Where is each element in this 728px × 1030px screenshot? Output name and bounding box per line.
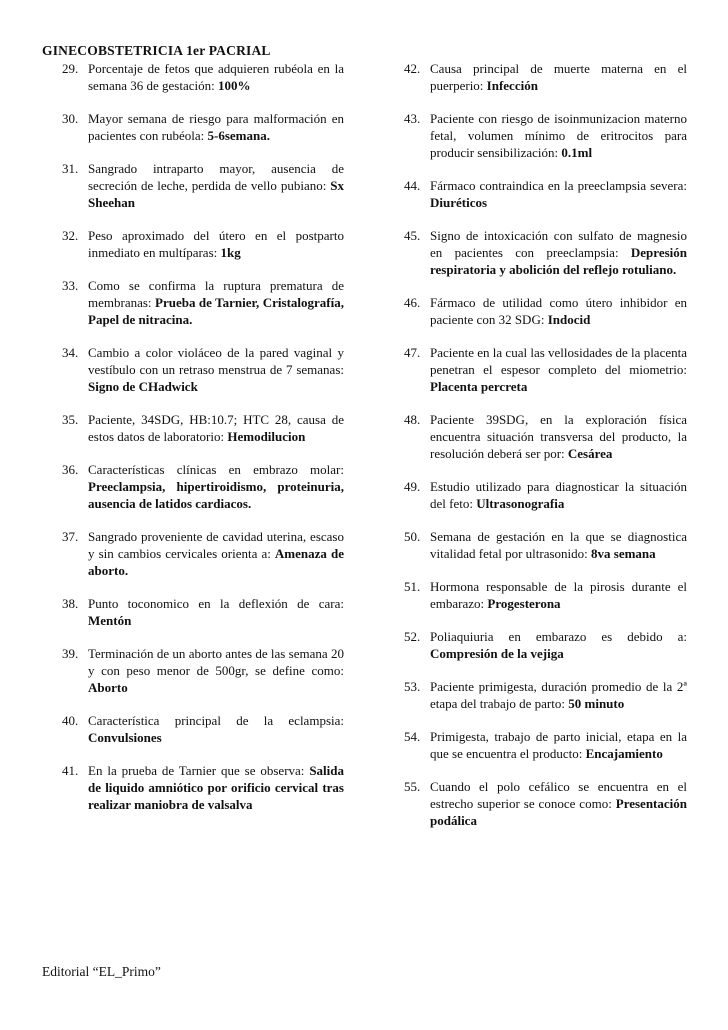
question-number: 44.: [404, 178, 421, 193]
question-body: [88, 528, 344, 579]
question-text: Estudio utilizado para diagnosticar la situación del feto:: [430, 479, 687, 511]
question-item: [62, 411, 344, 445]
question-body: [430, 177, 687, 211]
question-item: [404, 110, 687, 161]
question-number: 41.: [62, 763, 79, 778]
question-text: En la prueba de Tarnier que se observa:: [88, 763, 310, 778]
answer-text: Progesterona: [487, 596, 561, 611]
question-number: 40.: [62, 713, 79, 728]
question-number: 53.: [404, 679, 421, 694]
answer-text: Cesárea: [567, 446, 613, 461]
question-text: Como se confirma la ruptura prematura de membranas:: [88, 278, 344, 310]
question-body: [430, 60, 687, 94]
question-body: [430, 728, 687, 762]
answer-text: Prueba de Tarnier, Cristalografía, Papel de nitracina.: [88, 295, 344, 327]
question-number: 54.: [404, 729, 421, 744]
question-text: Paciente en la cual las vellosidades de la placenta penetran el espesor completo del miometrio:: [430, 345, 687, 377]
question-body: [88, 60, 344, 94]
question-item: [62, 645, 344, 696]
question-text: Fármaco contraindica en la preeclampsia severa:: [430, 178, 687, 193]
answer-text: Hemodilucion: [227, 429, 306, 444]
answer-text: Mentón: [88, 613, 132, 628]
question-number: 37.: [62, 529, 79, 544]
question-number: 38.: [62, 596, 79, 611]
question-item: [404, 294, 687, 328]
question-item: [404, 60, 687, 94]
question-item: [62, 160, 344, 211]
question-item: [62, 461, 344, 512]
answer-text: 5-6semana.: [207, 128, 270, 143]
answer-text: 0.1ml: [561, 145, 593, 160]
question-number: 29.: [62, 61, 79, 76]
answer-text: Indocid: [547, 312, 591, 327]
question-body: [88, 110, 344, 144]
answer-text: Convulsiones: [88, 730, 162, 745]
answer-text: Compresión de la vejiga: [430, 646, 564, 661]
question-body: [88, 762, 344, 813]
question-body: [430, 227, 687, 278]
question-number: 47.: [404, 345, 421, 360]
question-number: 52.: [404, 629, 421, 644]
answer-text: Encajamiento: [585, 746, 663, 761]
question-text: Cuando el polo cefálico se encuentra en el estrecho superior se conoce como:: [430, 779, 687, 811]
question-body: [88, 411, 344, 445]
question-number: 39.: [62, 646, 79, 661]
question-body: [88, 277, 344, 328]
answer-text: Ultrasonografia: [476, 496, 565, 511]
answer-text: Salida de liquido amniótico por orificio cervical tras realizar maniobra de valsalva: [88, 763, 344, 812]
question-body: [88, 344, 344, 395]
question-text: Punto toconomico en la deflexión de cara:: [88, 596, 344, 611]
question-body: [88, 160, 344, 211]
question-body: [88, 461, 344, 512]
question-text: Fármaco de utilidad como útero inhibidor en paciente con 32 SDG:: [430, 295, 687, 327]
question-text: Característica principal de la eclampsia:: [88, 713, 344, 728]
answer-text: Signo de CHadwick: [88, 379, 198, 394]
question-item: [404, 528, 687, 562]
page-title: GINECOBSTETRICIA 1er PACRIAL: [42, 43, 271, 58]
question-number: 33.: [62, 278, 79, 293]
question-body: [430, 528, 687, 562]
question-number: 34.: [62, 345, 79, 360]
question-item: [404, 778, 687, 829]
answer-text: Infección: [486, 78, 538, 93]
answer-text: Presentación podálica: [430, 796, 687, 828]
question-number: 45.: [404, 228, 421, 243]
question-number: 30.: [62, 111, 79, 126]
question-item: [404, 177, 687, 211]
question-item: [404, 411, 687, 462]
question-item: [62, 110, 344, 144]
question-number: 35.: [62, 412, 79, 427]
question-text: Semana de gestación en la que se diagnostica vitalidad fetal por ultrasonido:: [430, 529, 687, 561]
answer-text: Aborto: [88, 680, 128, 695]
answer-text: Placenta percreta: [430, 379, 528, 394]
answer-text: Diuréticos: [430, 195, 488, 210]
right-column: [404, 60, 687, 845]
question-body: [430, 478, 687, 512]
question-body: [430, 628, 687, 662]
question-number: 51.: [404, 579, 421, 594]
question-item: [62, 277, 344, 328]
question-text: Paciente, 34SDG, HB:10.7; HTC 28, causa de estos datos de laboratorio:: [88, 412, 344, 444]
question-item: [404, 578, 687, 612]
question-number: 49.: [404, 479, 421, 494]
question-item: [62, 528, 344, 579]
question-item: [62, 344, 344, 395]
question-item: [404, 227, 687, 278]
question-text: Peso aproximado del útero en el postparto inmediato en multíparas:: [88, 228, 344, 260]
question-body: [430, 110, 687, 161]
question-text: Porcentaje de fetos que adquieren rubéola en la semana 36 de gestación:: [88, 61, 344, 93]
question-item: [404, 344, 687, 395]
question-text: Poliaquiuria en embarazo es debido a:: [430, 629, 687, 644]
question-item: [404, 678, 687, 712]
answer-text: Amenaza de aborto.: [88, 546, 344, 578]
question-body: [88, 712, 344, 746]
answer-text: 100%: [217, 78, 251, 93]
question-item: [62, 712, 344, 746]
question-number: 32.: [62, 228, 79, 243]
question-item: [404, 728, 687, 762]
question-text: Terminación de un aborto antes de las semana 20 y con peso menor de 500gr, se define como:: [88, 646, 344, 678]
answer-text: 1kg: [220, 245, 241, 260]
answer-text: 8va semana: [591, 546, 656, 561]
question-item: [62, 60, 344, 94]
question-body: [430, 344, 687, 395]
question-body: [430, 411, 687, 462]
question-text: Paciente con riesgo de isoinmunizacion materno fetal, volumen mínimo de eritrocitos para producir sensibilización:: [430, 111, 687, 160]
left-column: [62, 60, 344, 829]
question-body: [430, 778, 687, 829]
question-text: Características clínicas en embrazo molar:: [88, 462, 344, 477]
question-text: Cambio a color violáceo de la pared vaginal y vestíbulo con un retraso menstrua de 7 semanas:: [88, 345, 344, 377]
question-text: Sangrado intraparto mayor, ausencia de secreción de leche, perdida de vello pubiano:: [88, 161, 344, 193]
question-item: [62, 227, 344, 261]
question-number: 48.: [404, 412, 421, 427]
question-item: [404, 478, 687, 512]
question-text: Sangrado proveniente de cavidad uterina, escaso y sin cambios cervicales orienta a:: [88, 529, 344, 561]
question-text: Mayor semana de riesgo para malformación en pacientes con rubéola:: [88, 111, 344, 143]
question-text: Paciente primigesta, duración promedio de la 2ª etapa del trabajo de parto:: [430, 679, 687, 711]
question-number: 46.: [404, 295, 421, 310]
question-text: Causa principal de muerte materna en el puerperio:: [430, 61, 687, 93]
question-text: Paciente 39SDG, en la exploración física encuentra situación transversa del producto, la resolución deberá ser por:: [430, 412, 687, 461]
question-number: 43.: [404, 111, 421, 126]
footer-editorial: Editorial “EL_Primo”: [42, 964, 161, 979]
question-item: [62, 762, 344, 813]
answer-text: Depresión respiratoria y abolición del reflejo rotuliano.: [430, 245, 687, 277]
question-text: Primigesta, trabajo de parto inicial, etapa en la que se encuentra el producto:: [430, 729, 687, 761]
question-number: 31.: [62, 161, 79, 176]
question-number: 42.: [404, 61, 421, 76]
question-body: [88, 595, 344, 629]
question-item: [62, 595, 344, 629]
question-body: [88, 645, 344, 696]
question-body: [88, 227, 344, 261]
question-number: 50.: [404, 529, 421, 544]
question-text: Signo de intoxicación con sulfato de magnesio en pacientes con preeclampsia:: [430, 228, 687, 260]
question-number: 55.: [404, 779, 421, 794]
answer-text: Sx Sheehan: [88, 178, 344, 210]
answer-text: Preeclampsia, hipertiroidismo, proteinuria, ausencia de latidos cardiacos.: [88, 479, 344, 511]
question-body: [430, 294, 687, 328]
answer-text: 50 minuto: [568, 696, 625, 711]
question-item: [404, 628, 687, 662]
question-number: 36.: [62, 462, 79, 477]
question-text: Hormona responsable de la pirosis durante el embarazo:: [430, 579, 687, 611]
question-body: [430, 678, 687, 712]
question-body: [430, 578, 687, 612]
